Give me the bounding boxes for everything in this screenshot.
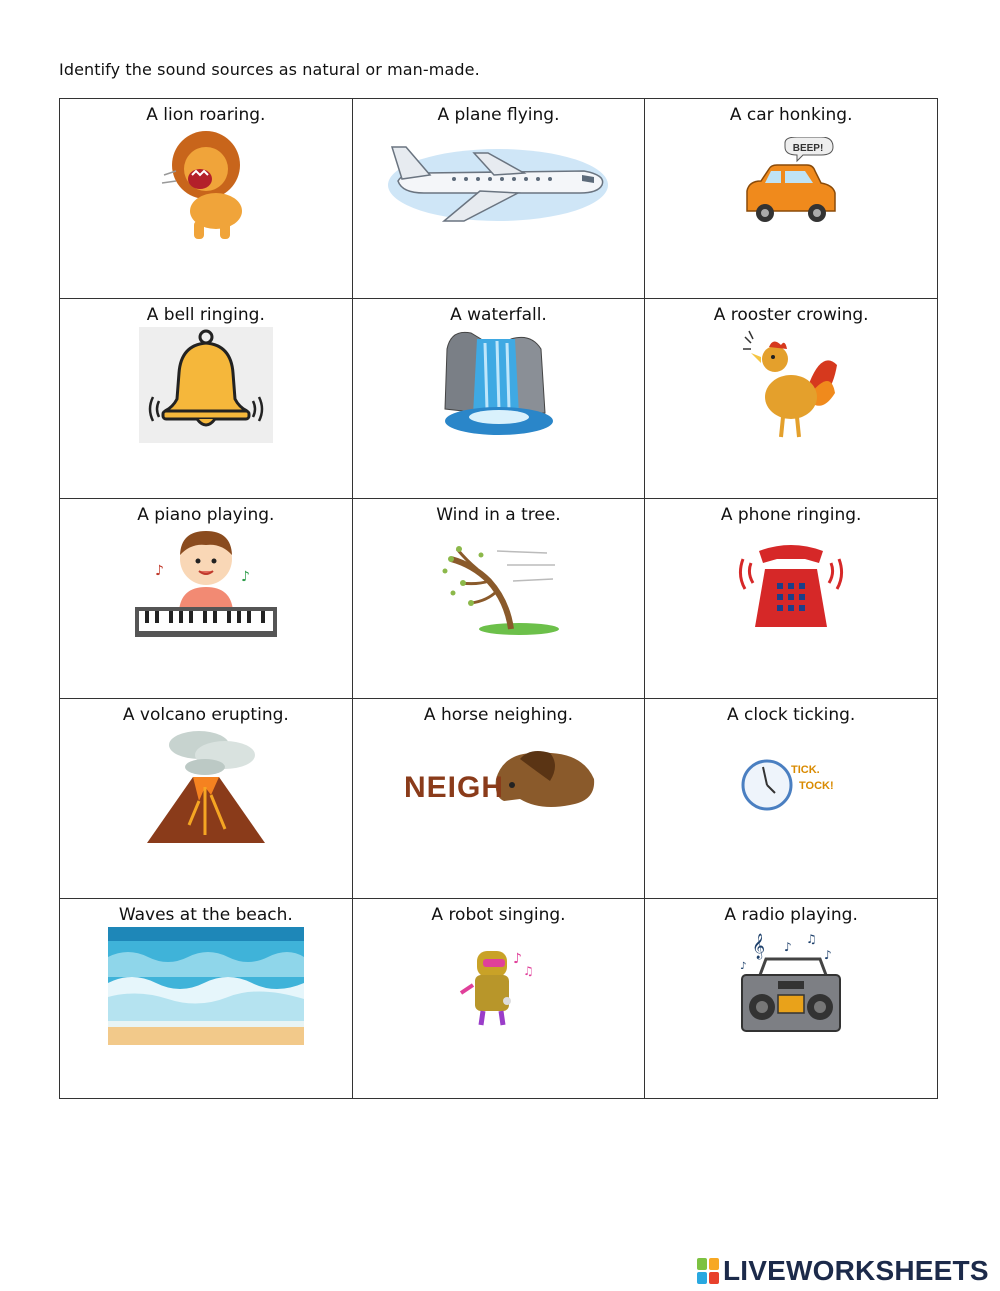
waves-icon: [108, 927, 304, 1045]
cell-lion: [60, 99, 353, 299]
cell-horse: [352, 699, 645, 899]
logo-text: LIVEWORKSHEETS: [723, 1255, 989, 1286]
svg-text:♪: ♪: [824, 948, 832, 962]
svg-text:♫: ♫: [806, 932, 817, 946]
cell-bell: [60, 299, 353, 499]
caption: A lion roaring.: [146, 105, 266, 125]
waterfall-icon: [441, 329, 555, 437]
bell-icon: [139, 327, 273, 443]
cell-phone: [645, 499, 938, 699]
cell-waves: [60, 899, 353, 1099]
svg-text:♪: ♪: [784, 940, 792, 954]
cell-tree: [352, 499, 645, 699]
cell-clock: [645, 699, 938, 899]
sound-text: NEIGH: [404, 771, 505, 804]
logo-mark-icon: [697, 1258, 719, 1284]
piano-icon: [135, 525, 277, 647]
robot-icon: [453, 945, 543, 1033]
lion-icon: [156, 125, 256, 243]
svg-text:𝄞: 𝄞: [752, 934, 766, 959]
caption: A horse neighing.: [423, 705, 574, 725]
caption: Waves at the beach.: [118, 905, 293, 925]
cell-radio: [645, 899, 938, 1099]
caption: A rooster crowing.: [713, 305, 869, 325]
svg-text:♪: ♪: [740, 961, 747, 972]
liveworksheets-logo: [697, 1254, 989, 1288]
cell-rooster: [645, 299, 938, 499]
rooster-icon: [741, 329, 841, 441]
caption: A phone ringing.: [720, 505, 862, 525]
sound-text-tock: TOCK!: [799, 780, 834, 792]
worksheet-grid: [59, 98, 938, 1099]
cell-robot: [352, 899, 645, 1099]
cell-volcano: [60, 699, 353, 899]
sound-text-tick: TICK.: [791, 764, 820, 776]
cell-car: [645, 99, 938, 299]
caption: Wind in a tree.: [436, 505, 561, 525]
plane-icon: [384, 135, 612, 227]
caption: A bell ringing.: [146, 305, 265, 325]
car-icon: [741, 137, 841, 229]
tree-icon: [437, 541, 559, 637]
svg-text:♪: ♪: [513, 951, 523, 967]
cell-piano: [60, 499, 353, 699]
caption: A piano playing.: [137, 505, 275, 525]
caption: A clock ticking.: [726, 705, 856, 725]
volcano-icon: [145, 725, 267, 845]
instruction-text: Identify the sound sources as natural or man-made.: [59, 60, 480, 79]
caption: A robot singing.: [431, 905, 566, 925]
horse-icon: [400, 745, 596, 815]
sound-text: BEEP!: [792, 143, 824, 154]
cell-plane: [352, 99, 645, 299]
svg-text:♫: ♫: [523, 964, 535, 978]
caption: A car honking.: [729, 105, 853, 125]
clock-icon: [741, 755, 841, 813]
caption: A volcano erupting.: [122, 705, 289, 725]
caption: A radio playing.: [724, 905, 858, 925]
caption: A plane flying.: [437, 105, 560, 125]
cell-waterfall: [352, 299, 645, 499]
caption: A waterfall.: [450, 305, 547, 325]
radio-icon: [736, 929, 846, 1039]
svg-text:♪: ♪: [240, 569, 250, 585]
phone-icon: [735, 539, 847, 633]
svg-text:♪: ♪: [154, 563, 164, 579]
